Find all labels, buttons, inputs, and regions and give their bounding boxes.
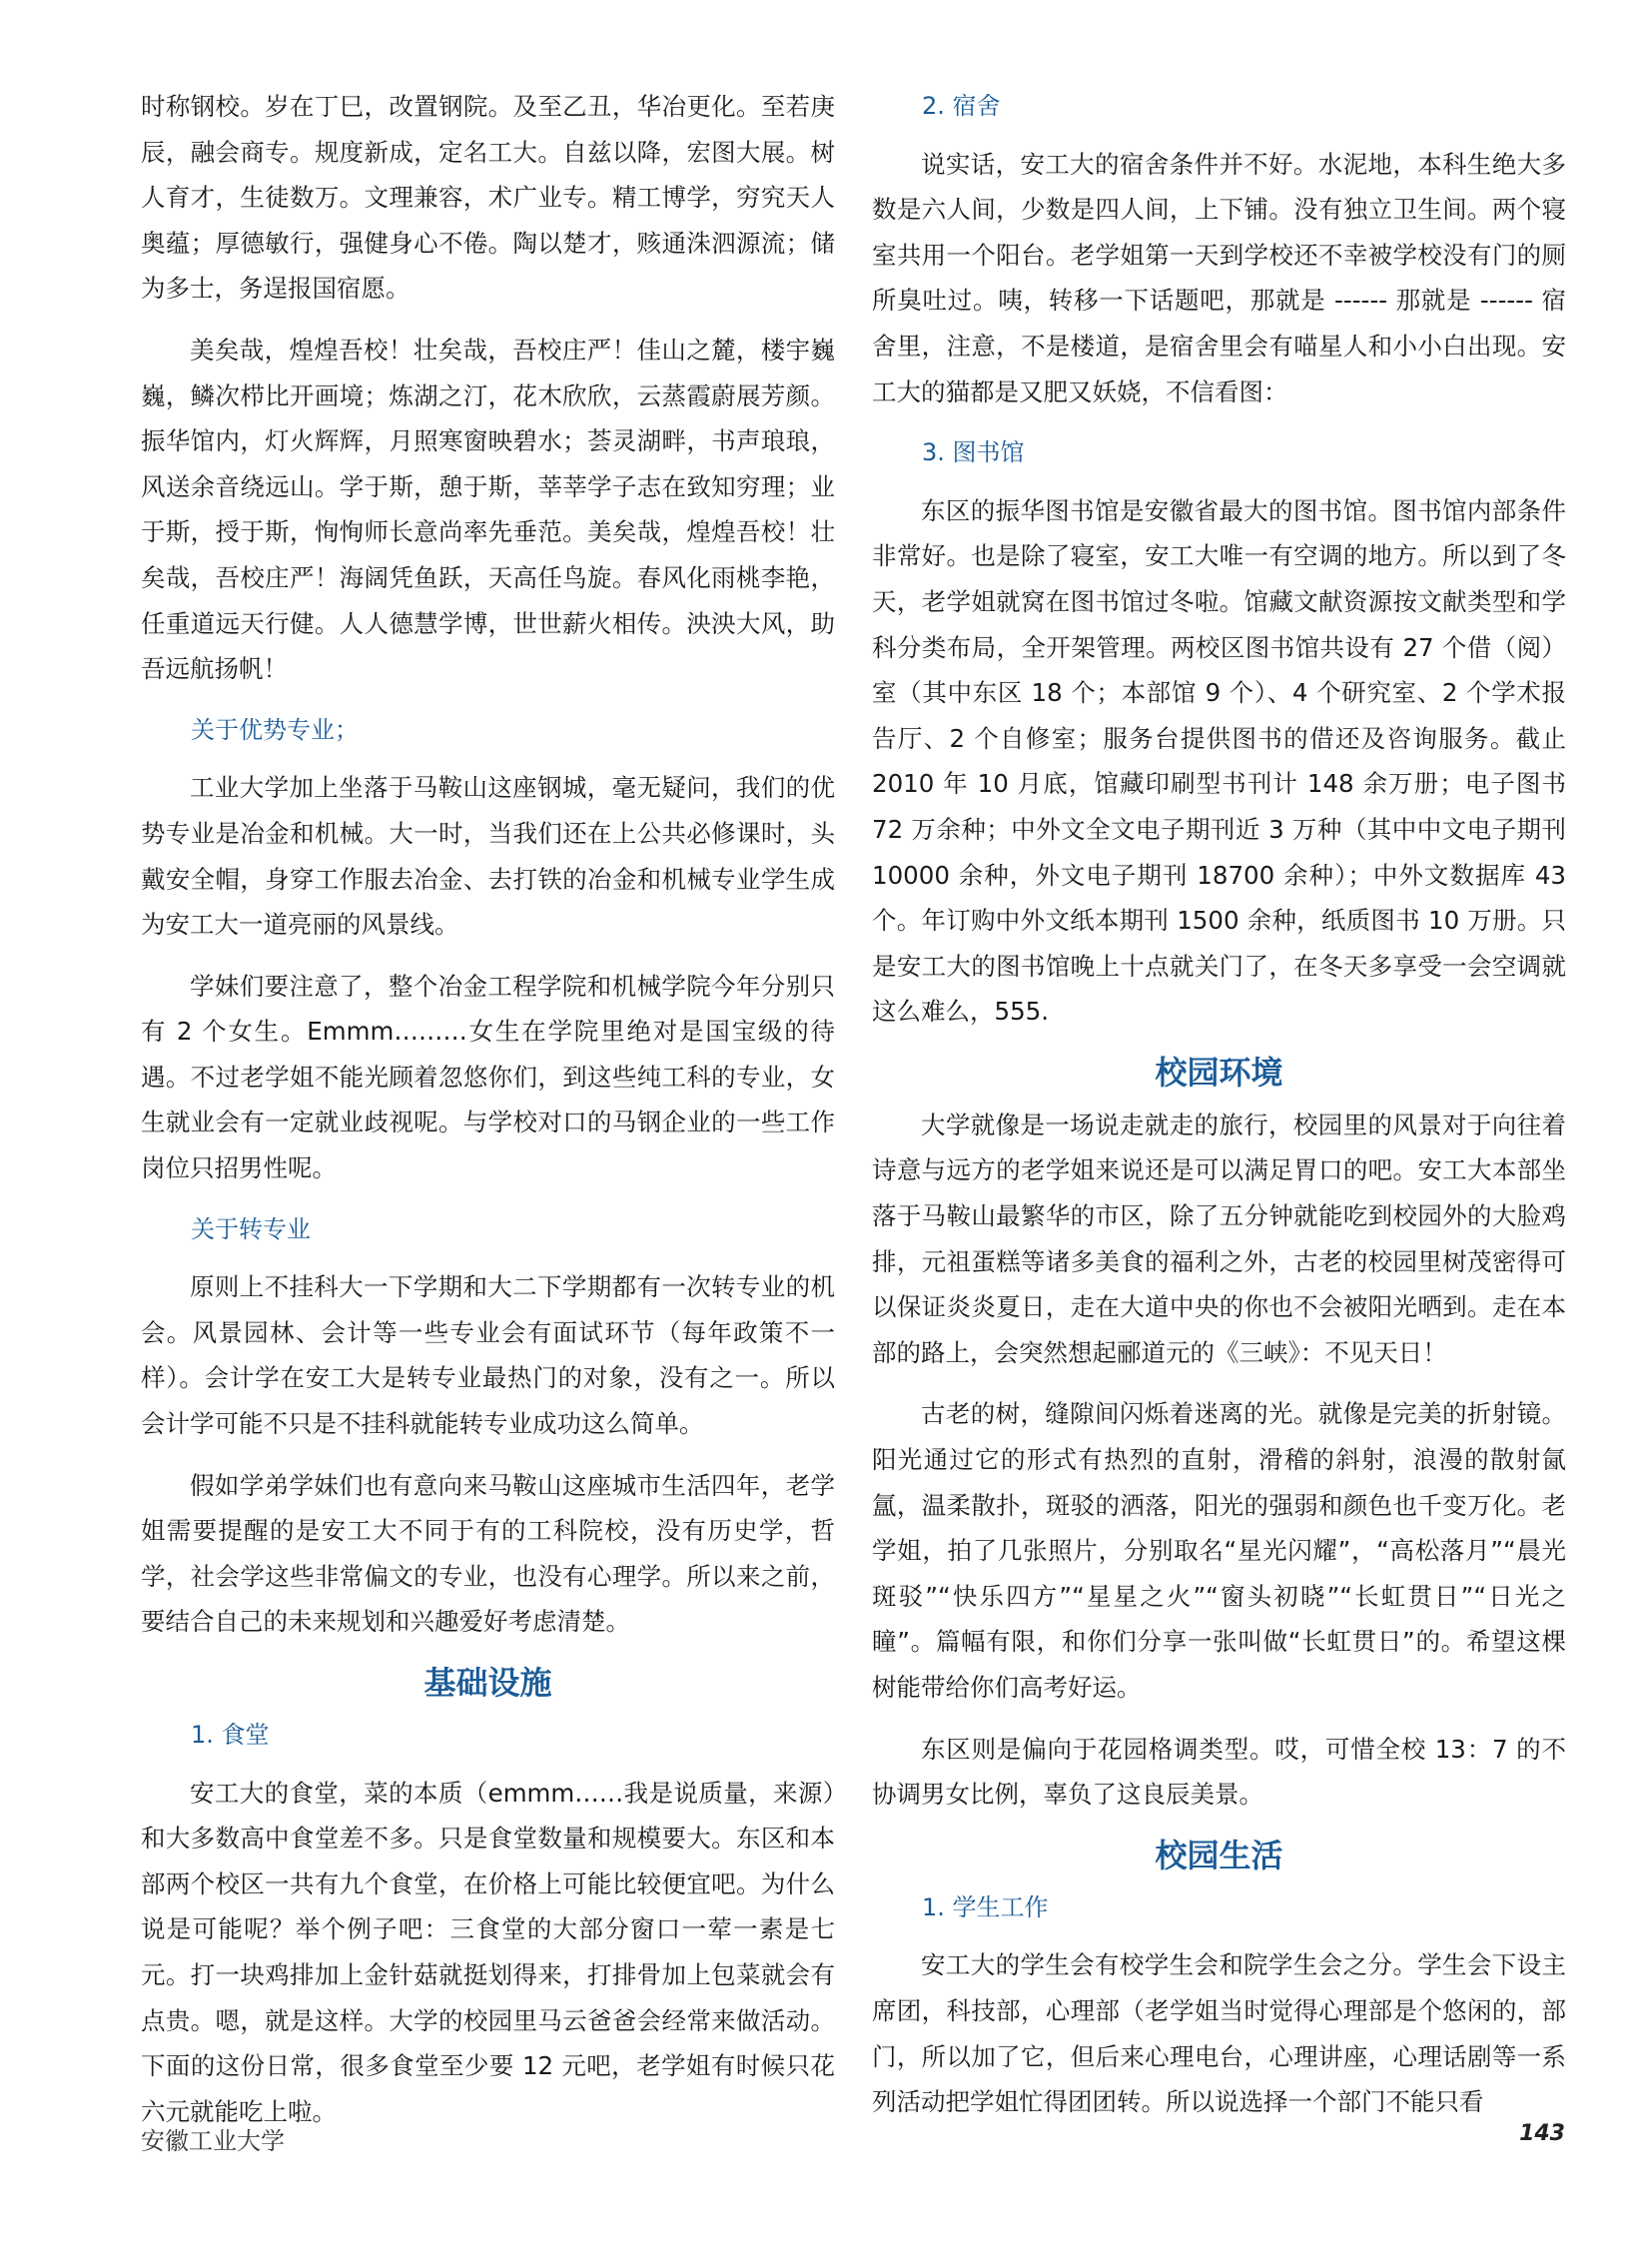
- library-paragraph: 东区的振华图书馆是安徽省最大的图书馆。图书馆内部条件非常好。也是除了寝室，安工大唯一有空调的地方。所以到了冬天，老学姐就窝在图书馆过冬啦。馆藏文献资源按文献类型和学科分类布局，全开架管理。两校区图书馆共设有 27 个借（阅）室（其中东区 18 个；本部馆 9 个）、4 个研究室、2 个学术报告厅、2 个自修室；服务台提供图书的借还及咨询服务。截止 2010 年 10 月底，馆藏印刷型书刊计 148 余万册；电子图书 72 万余种；中外文全文电子期刊近 3 万种（其中中文电子期刊 10000 余种，外文电子期刊 18700 余种）；中外文数据库 43 个。年订购中外文纸本期刊 1500 余种，纸质图书 10 万册。只是安工大的图书馆晚上十点就关门了，在冬天多享受一会空调就这么难么，555.: [872, 495, 1566, 1027]
- section-title-infrastructure: 基础设施: [423, 1664, 552, 1702]
- subheading-transfer: 关于转专业: [191, 1214, 311, 1243]
- subheading-majors: 关于优势专业；: [191, 715, 359, 744]
- environment-paragraph-3: 东区则是偏向于花园格调类型。哎，可惜全校 13：7 的不协调男女比例，辜负了这良辰美景。: [872, 1734, 1566, 1810]
- transfer-paragraph-1: 原则上不挂科大一下学期和大二下学期都有一次转专业的机会。风景园林、会计等一些专业会有面试环节（每年政策不一样）。会计学在安工大是转专业最热门的对象，没有之一。所以会计学可能不只是不挂科就能转专业成功这么简单。: [141, 1272, 835, 1439]
- section-title-campus-life: 校园生活: [1155, 1836, 1283, 1874]
- majors-paragraph-2: 学妹们要注意了，整个冶金工程学院和机械学院今年分别只有 2 个女生。Emmm………女生在学院里绝对是国宝级的待遇。不过老学姐不能光顾着忽悠你们，到这些纯工科的专业，女生就业会有一定就业歧视呢。与学校对口的马钢企业的一些工作岗位只招男性呢。: [141, 971, 835, 1183]
- transfer-paragraph-2: 假如学弟学妹们也有意向来马鞍山这座城市生活四年，老学姐需要提醒的是安工大不同于有的工科院校，没有历史学，哲学，社会学这些非常偏文的专业，也没有心理学。所以来之前，要结合自己的未来规划和兴趣爱好考虑清楚。: [141, 1470, 835, 1637]
- subheading-library: 3. 图书馆: [922, 438, 1025, 467]
- right-column: [872, 84, 1566, 2141]
- footer-school-name: 安徽工业大学: [141, 2127, 285, 2155]
- subheading-dorm: 2. 宿舍: [922, 92, 1001, 120]
- dorm-paragraph: 说实话，安工大的宿舍条件并不好。水泥地，本科生绝大多数是六人间，少数是四人间，上下铺。没有独立卫生间。两个寝室共用一个阳台。老学姐第一天到学校还不幸被学校没有门的厕所臭吐过。咦，转移一下话题吧，那就是 ------ 那就是 ------ 宿舍里，注意，不是楼道，是宿舍里会有喵星人和小小白出现。安工大的猫都是又肥又妖娆，不信看图：: [872, 149, 1566, 406]
- left-column: [141, 84, 835, 2150]
- subheading-canteen: 1. 食堂: [191, 1721, 270, 1749]
- student-work-paragraph: 安工大的学生会有校学生会和院学生会之分。学生会下设主席团，科技部，心理部（老学姐当时觉得心理部是个悠闲的，部门，所以加了它，但后来心理电台，心理讲座，心理话剧等一系列活动把学姐忙得团团转。所以说选择一个部门不能只看: [872, 1950, 1566, 2117]
- environment-paragraph-1: 大学就像是一场说走就走的旅行，校园里的风景对于向往着诗意与远方的老学姐来说还是可以满足胃口的吧。安工大本部坐落于马鞍山最繁华的市区，除了五分钟就能吃到校园外的大脸鸡排，元祖蛋糕等诸多美食的福利之外，古老的校园里树茂密得可以保证炎炎夏日，走在大道中央的你也不会被阳光晒到。走在本部的路上，会突然想起郦道元的《三峡》：不见天日！: [872, 1110, 1566, 1367]
- page-number: 143: [1519, 2121, 1565, 2146]
- praise-paragraph: 美矣哉，煌煌吾校！壮矣哉，吾校庄严！佳山之麓，楼宇巍巍，鳞次栉比开画境；炼湖之汀，花木欣欣，云蒸霞蔚展芳颜。振华馆内，灯火辉辉，月照寒窗映碧水；荟灵湖畔，书声琅琅，风送余音绕远山。学于斯，憩于斯，莘莘学子志在致知穷理；业于斯，授于斯，恂恂师长意尚率先垂范。美矣哉，煌煌吾校！壮矣哉，吾校庄严！海阔凭鱼跃，天高任鸟旋。春风化雨桃李艳，任重道远天行健。人人德慧学博，世世薪火相传。泱泱大风，助吾远航扬帆！: [141, 335, 835, 684]
- canteen-paragraph: 安工大的食堂，菜的本质（emmm……我是说质量，来源）和大多数高中食堂差不多。只是食堂数量和规模要大。东区和本部两个校区一共有九个食堂，在价格上可能比较便宜吧。为什么说是可能呢？举个例子吧：三食堂的大部分窗口一荤一素是七元。打一块鸡排加上金针菇就挺划得来，打排骨加上包菜就会有点贵。嗯，就是这样。大学的校园里马云爸爸会经常来做活动。下面的这份日常，很多食堂至少要 12 元吧，老学姐有时候只花六元就能吃上啦。: [141, 1778, 835, 2126]
- environment-paragraph-2: 古老的树，缝隙间闪烁着迷离的光。就像是完美的折射镜。阳光通过它的形式有热烈的直射，滑稽的斜射，浪漫的散射氤氲，温柔散扑，斑驳的洒落，阳光的强弱和颜色也千变万化。老学姐，拍了几张照片，分别取名“星光闪耀”，“高松落月”“晨光斑驳”“快乐四方”“星星之火”“窗头初晓”“长虹贯日”“日光之瞳”。篇幅有限，和你们分享一张叫做“长虹贯日”的。希望这棵树能带给你们高考好运。: [872, 1399, 1566, 1702]
- majors-paragraph-1: 工业大学加上坐落于马鞍山这座钢城，毫无疑问，我们的优势专业是冶金和机械。大一时，当我们还在上公共必修课时，头戴安全帽，身穿工作服去冶金、去打铁的冶金和机械专业学生成为安工大一道亮丽的风景线。: [141, 773, 835, 940]
- subheading-student-work: 1. 学生工作: [922, 1892, 1049, 1921]
- intro-paragraph: 时称钢校。岁在丁巳，改置钢院。及至乙丑，华冶更化。至若庚辰，融会商专。规度新成，定名工大。自兹以降，宏图大展。树人育才，生徒数万。文理兼容，术广业专。精工博学，穷究天人奥蕴；厚德敏行，强健身心不倦。陶以楚才，赅通洙泗源流；储为多士，务逞报国宿愿。: [141, 92, 835, 304]
- section-title-environment: 校园环境: [1155, 1053, 1283, 1092]
